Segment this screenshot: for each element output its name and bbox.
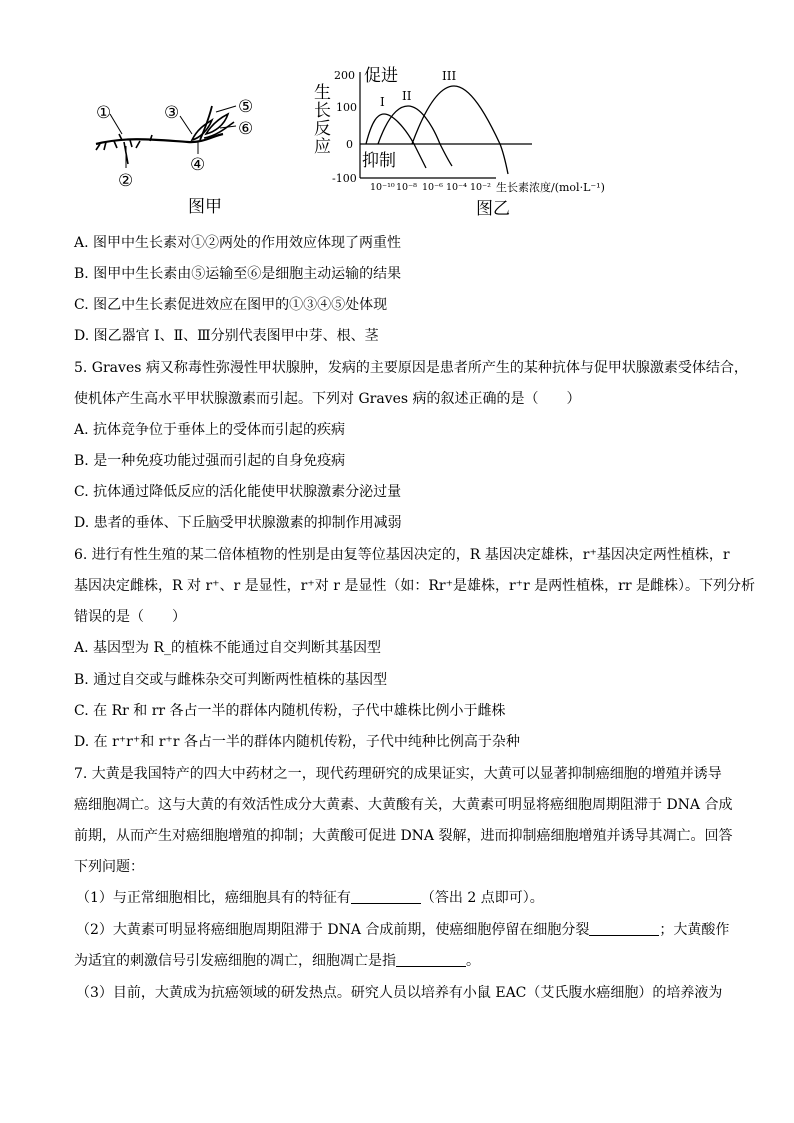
q6-stem-line-2: 基因决定雌株，R 对 r⁺、r 是显性，r⁺对 r 是显性（如：Rr⁺是雄株，r⁺r 是两性植株，rr 是雌株）。下列分析 xyxy=(74,578,756,594)
q4-option-a: A. 图甲中生长素对①②两处的作用效应体现了两重性 xyxy=(74,235,402,251)
q5-option-d: D. 患者的垂体、下丘脑受甲状腺激素的抑制作用减弱 xyxy=(74,515,402,531)
q6-option-c: C. 在 Rr 和 rr 各占一半的群体内随机传粉，子代中雄株比例小于雌株 xyxy=(74,703,506,719)
marker-1: ① xyxy=(96,103,112,123)
y-tick-0: 0 xyxy=(346,138,353,151)
x-axis-label: 生长素浓度/(mol·L⁻¹) xyxy=(496,181,605,194)
y-axis-char-1: 生 xyxy=(314,83,331,103)
x-tick-5: 10⁻² xyxy=(470,182,491,193)
q6-option-a: A. 基因型为 R_的植株不能通过自交判断其基因型 xyxy=(74,640,382,656)
y-axis-char-2: 长 xyxy=(314,101,331,121)
q5-stem-line-2: 使机体产生高水平甲状腺激素而引起。下列对 Graves 病的叙述正确的是（ ） xyxy=(74,391,581,407)
y-tick-100: 100 xyxy=(336,101,357,114)
figure-a-caption: 图甲 xyxy=(188,197,222,217)
x-tick-1: 10⁻¹⁰ xyxy=(370,182,395,193)
q5-stem-line-1: 5. Graves 病又称毒性弥漫性甲状腺肿，发病的主要原因是患者所产生的某种抗体与促甲状腺激素受体结合， xyxy=(74,360,748,376)
marker-3: ③ xyxy=(164,103,180,123)
figure-a-plant-diagram xyxy=(88,84,284,218)
q4-option-d: D. 图乙器官 I、Ⅱ、Ⅲ分别代表图甲中芽、根、茎 xyxy=(74,328,379,344)
q5-option-a: A. 抗体竞争位于垂体上的受体而引起的疾病 xyxy=(74,422,346,438)
q7-stem-line-1: 7. 大黄是我国特产的四大中药材之一，现代药理研究的成果证实，大黄可以显著抑制癌细胞的增殖并诱导 xyxy=(74,766,722,782)
label-inhibit: 抑制 xyxy=(362,151,396,171)
q6-stem-line-3: 错误的是（ ） xyxy=(74,609,186,625)
q7-sub1-text-b: （答出 2 点即可）。 xyxy=(420,890,544,906)
curve-III xyxy=(412,86,508,174)
marker-4: ④ xyxy=(190,155,206,175)
curve-label-III: III xyxy=(442,69,457,83)
q7-subquestion-2 xyxy=(76,920,729,940)
answer-blank-1[interactable] xyxy=(351,889,421,904)
q4-option-b: B. 图甲中生长素由⑤运输至⑥是细胞主动运输的结果 xyxy=(74,266,402,282)
x-tick-2: 10⁻⁸ xyxy=(396,182,417,193)
q7-stem-line-3: 前期，从而产生对癌细胞增殖的抑制；大黄酸可促进 DNA 裂解，进而抑制癌细胞增殖并诱导其凋亡。回答 xyxy=(74,828,733,844)
figure-b-caption: 图乙 xyxy=(476,199,510,219)
q6-stem-line-1: 6. 进行有性生殖的某二倍体植物的性别是由复等位基因决定的，R 基因决定雄株，r⁺基因决定两性植株，r xyxy=(74,547,730,563)
figure-b-growth-chart xyxy=(308,64,628,220)
y-tick-200: 200 xyxy=(334,69,355,82)
marker-5: ⑤ xyxy=(238,97,254,117)
q7-sub2-text-c: 为适宜的刺激信号引发癌细胞的凋亡，细胞凋亡是指 xyxy=(74,953,396,969)
marker-6: ⑥ xyxy=(238,119,254,139)
q7-stem-line-2: 癌细胞凋亡。这与大黄的有效活性成分大黄素、大黄酸有关，大黄素可明显将癌细胞周期阻滞于 DNA 合成 xyxy=(74,797,733,813)
q4-option-c: C. 图乙中生长素促进效应在图甲的①③④⑤处体现 xyxy=(74,297,388,313)
y-axis-char-3: 反 xyxy=(314,119,331,139)
q6-option-b: B. 通过自交或与雌株杂交可判断两性植株的基因型 xyxy=(74,672,388,688)
q7-sub2-text-a: （2）大黄素可明显将癌细胞周期阻滞于 DNA 合成前期，使癌细胞停留在细胞分裂 xyxy=(76,922,590,938)
q7-subquestion-3: （3）目前，大黄成为抗癌领域的研发热点。研究人员以培养有小鼠 EAC（艾氏腹水癌细胞）的培养液为 xyxy=(76,985,723,1001)
answer-blank-3[interactable] xyxy=(396,952,466,967)
q7-sub1-text-a: （1）与正常细胞相比，癌细胞具有的特征有 xyxy=(76,890,351,906)
curve-label-II: II xyxy=(402,89,412,103)
q7-stem-line-4: 下列问题： xyxy=(74,859,144,875)
q7-subquestion-2-cont xyxy=(74,951,480,971)
answer-blank-2[interactable] xyxy=(589,921,659,936)
marker-2: ② xyxy=(118,171,134,191)
q5-option-c: C. 抗体通过降低反应的活化能使甲状腺激素分泌过量 xyxy=(74,484,402,500)
x-tick-4: 10⁻⁴ xyxy=(446,182,467,193)
q7-subquestion-1 xyxy=(76,888,544,908)
y-axis-char-4: 应 xyxy=(314,137,331,157)
q5-option-b: B. 是一种免疫功能过强而引起的自身免疫病 xyxy=(74,453,346,469)
curve-label-I: I xyxy=(380,95,385,109)
q7-sub2-text-b: ；大黄酸作 xyxy=(659,922,730,938)
label-promote: 促进 xyxy=(364,66,398,86)
x-tick-3: 10⁻⁶ xyxy=(422,182,443,193)
q7-sub2-text-d: 。 xyxy=(466,953,480,969)
y-tick-neg100: -100 xyxy=(332,172,357,185)
q6-option-d: D. 在 r⁺r⁺和 r⁺r 各占一半的群体内随机传粉，子代中纯种比例高于杂种 xyxy=(74,734,520,750)
